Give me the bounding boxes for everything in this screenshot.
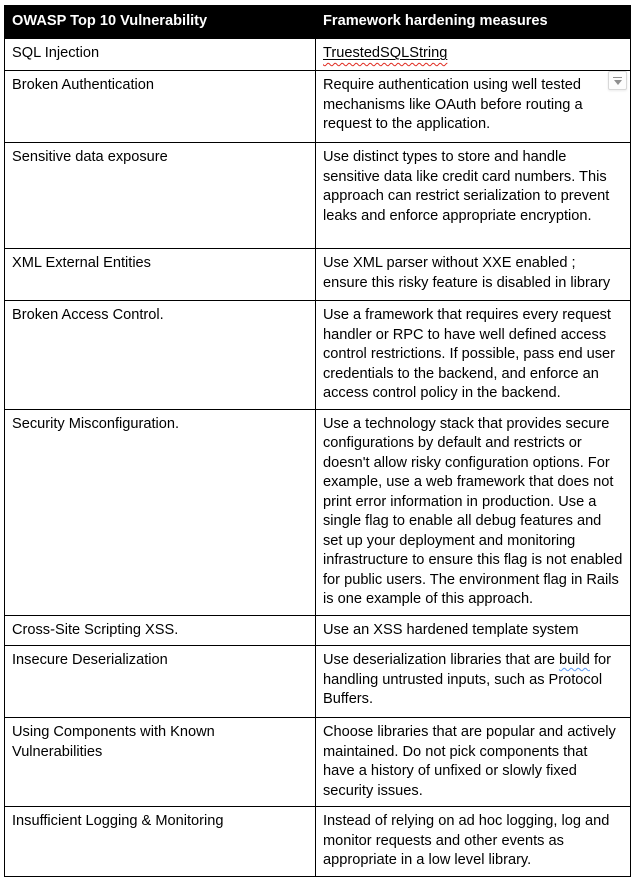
measure-text: Instead of relying on ad hoc logging, log and monitor requests and other events as appropriate in a low level library.	[323, 813, 610, 868]
table-row	[5, 807, 631, 877]
header-vulnerability[interactable]: OWASP Top 10 Vulnerability	[5, 6, 316, 39]
measure-text: Use a technology stack that provides secure configurations by default and restricts or doesn't allow risky configuration options. For example, use a web framework that does not print error information in production. Use a single flag to enable all debug features and set up your deployment and monitoring infrastructure to ensure this flag is not enabled for public users. The environment flag in Rails is one example of this approach.	[323, 415, 623, 607]
measure-text: Use XML parser without XXE enabled ; ensure this risky feature is disabled in library	[323, 255, 611, 291]
measure-text: Choose libraries that are popular and actively maintained. Do not pick components that have a history of unfixed or slowly fixed security issues.	[323, 724, 616, 799]
measure-cell[interactable]	[316, 807, 631, 877]
measure-text: for handling untrusted inputs, such as Protocol Buffers.	[323, 652, 611, 707]
measure-cell[interactable]	[316, 718, 631, 807]
vulnerability-cell[interactable]: SQL Injection	[5, 39, 316, 71]
vulnerability-cell[interactable]: XML External Entities	[5, 249, 316, 301]
owasp-hardening-table	[4, 5, 631, 877]
measure-cell[interactable]	[316, 409, 631, 615]
measure-cell[interactable]	[316, 249, 631, 301]
measure-cell[interactable]	[316, 71, 631, 143]
measure-text: Use distinct types to store and handle sensitive data like credit card numbers. This approach can restrict serialization to prevent leaks and enforce appropriate encryption.	[323, 149, 610, 224]
vulnerability-cell[interactable]: Security Misconfiguration.	[5, 409, 316, 615]
vulnerability-cell[interactable]: Sensitive data exposure	[5, 143, 316, 249]
table-row	[5, 615, 631, 646]
header-measures[interactable]: Framework hardening measures	[316, 6, 631, 39]
measure-cell[interactable]	[316, 615, 631, 646]
table-row	[5, 301, 631, 410]
vulnerability-cell[interactable]: Insufficient Logging & Monitoring	[5, 807, 316, 877]
measure-cell[interactable]	[316, 301, 631, 410]
table-row	[5, 249, 631, 301]
measure-cell[interactable]	[316, 39, 631, 71]
vulnerability-cell[interactable]: Insecure Deserialization	[5, 646, 316, 718]
grammar-flagged-text: build	[559, 652, 590, 668]
measure-text: Use deserialization libraries that are	[323, 652, 560, 668]
measure-text: Use an XSS hardened template system	[323, 621, 579, 638]
table-row	[5, 718, 631, 807]
table-row	[5, 39, 631, 71]
table-header-row	[5, 6, 631, 39]
vulnerability-cell[interactable]: Broken Authentication	[5, 71, 316, 143]
table-row	[5, 71, 631, 143]
dropdown-caret-icon	[613, 77, 622, 79]
spellcheck-flagged-text: TruestedSQLString	[323, 45, 448, 61]
vulnerability-cell[interactable]: Broken Access Control.	[5, 301, 316, 410]
table-options-button[interactable]	[608, 71, 627, 90]
measure-cell[interactable]	[316, 143, 631, 249]
measure-cell[interactable]	[316, 646, 631, 718]
vulnerability-cell[interactable]: Using Components with Known Vulnerabilities	[5, 718, 316, 807]
table-row	[5, 646, 631, 718]
measure-text: Use a framework that requires every request handler or RPC to have well defined access control restrictions. If possible, pass end user credentials to the backend, and enforce an access control policy in the backend.	[323, 307, 616, 401]
vulnerability-cell[interactable]: Cross-Site Scripting XSS.	[5, 615, 316, 646]
dropdown-caret-icon	[614, 80, 622, 85]
table-body	[5, 39, 631, 877]
measure-text: Require authentication using well tested mechanisms like OAuth before routing a request to the application.	[323, 77, 583, 132]
table-row	[5, 143, 631, 249]
misspelled-underlined-text	[323, 45, 447, 61]
table-row	[5, 409, 631, 615]
